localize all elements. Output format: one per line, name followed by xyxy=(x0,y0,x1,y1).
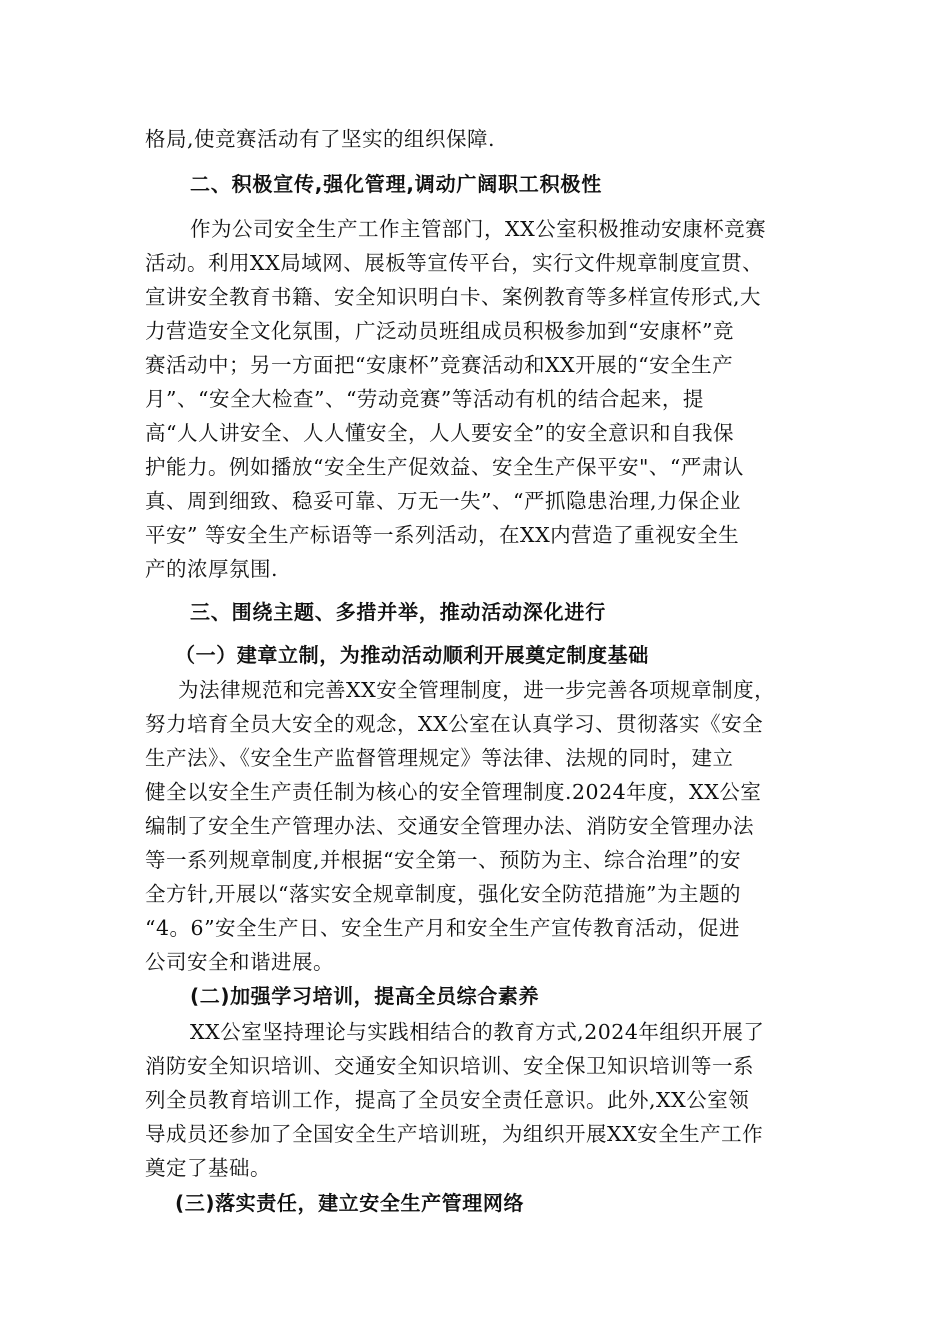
paragraph-line: 努力培育全员大安全的观念，XX公室在认真学习、贯彻落实《安全 xyxy=(145,712,764,736)
paragraph-line: 公司安全和谐进展。 xyxy=(145,950,334,974)
paragraph-line: 编制了安全生产管理办法、交通安全管理办法、消防安全管理办法 xyxy=(145,814,754,838)
paragraph-line: 生产法》、《安全生产监督管理规定》等法律、法规的同时，建立 xyxy=(145,746,734,770)
paragraph-line: 月”、“安全大检查”、“劳动竞赛”等活动有机的结合起来，提 xyxy=(145,387,704,411)
paragraph-line: “4。6”安全生产日、安全生产月和安全生产宣传教育活动，促进 xyxy=(145,916,741,940)
paragraph-line: 等一系列规章制度,并根据“安全第一、预防为主、综合治理”的安 xyxy=(145,848,741,872)
paragraph-line: 高“人人讲安全、人人懂安全，人人要安全”的安全意识和自我保 xyxy=(145,421,734,445)
paragraph-line: 列全员教育培训工作，提高了全员安全责任意识。此外,XX公室领 xyxy=(145,1088,750,1112)
subsection-heading-2: (二)加强学习培训，提高全员综合素养 xyxy=(190,984,540,1008)
paragraph-line: 消防安全知识培训、交通安全知识培训、安全保卫知识培训等一系 xyxy=(145,1054,754,1078)
paragraph-line: 健全以安全生产责任制为核心的安全管理制度.2024年度，XX公室 xyxy=(145,780,762,804)
paragraph-line: 格局,使竞赛活动有了坚实的组织保障. xyxy=(145,127,496,151)
paragraph-line: 产的浓厚氛围. xyxy=(145,557,279,581)
paragraph-line: 导成员还参加了全国安全生产培训班，为组织开展XX安全生产工作 xyxy=(145,1122,764,1146)
subsection-heading-1: （一）建章立制，为推动活动顺利开展奠定制度基础 xyxy=(175,643,649,667)
paragraph-line: 赛活动中；另一方面把“安康杯”竞赛活动和XX开展的“安全生产 xyxy=(145,353,734,377)
paragraph-line: 作为公司安全生产工作主管部门，XX公室积极推动安康杯竞赛 xyxy=(190,217,767,241)
section-heading-3: 三、围绕主题、多措并举，推动活动深化进行 xyxy=(190,600,606,624)
paragraph-line: 力营造安全文化氛围，广泛动员班组成员积极参加到“安康杯”竞 xyxy=(145,319,734,343)
paragraph-line: 为法律规范和完善XX安全管理制度，进一步完善各项规章制度， xyxy=(178,678,776,702)
paragraph-line: 活动。利用XX局域网、展板等宣传平台，实行文件规章制度宣贯、 xyxy=(145,251,764,275)
paragraph-line: 护能力。例如播放“安全生产促效益、安全生产保平安"、“严肃认 xyxy=(145,455,744,479)
subsection-heading-3: (三)落实责任，建立安全生产管理网络 xyxy=(175,1191,525,1215)
paragraph-line: 奠定了基础。 xyxy=(145,1156,271,1180)
paragraph-line: 全方针,开展以“落实安全规章制度，强化安全防范措施”为主题的 xyxy=(145,882,741,906)
paragraph-line: XX公室坚持理论与实践相结合的教育方式,2024年组织开展了 xyxy=(190,1020,765,1044)
section-heading-2: 二、积极宣传,强化管理,调动广阔职工积极性 xyxy=(190,172,602,196)
paragraph-line: 平安” 等安全生产标语等一系列活动，在XX内营造了重视安全生 xyxy=(145,523,740,547)
paragraph-line: 宣讲安全教育书籍、安全知识明白卡、案例教育等多样宣传形式,大 xyxy=(145,285,762,309)
paragraph-line: 真、周到细致、稳妥可靠、万无一失”、“严抓隐患治理,力保企业 xyxy=(145,489,741,513)
